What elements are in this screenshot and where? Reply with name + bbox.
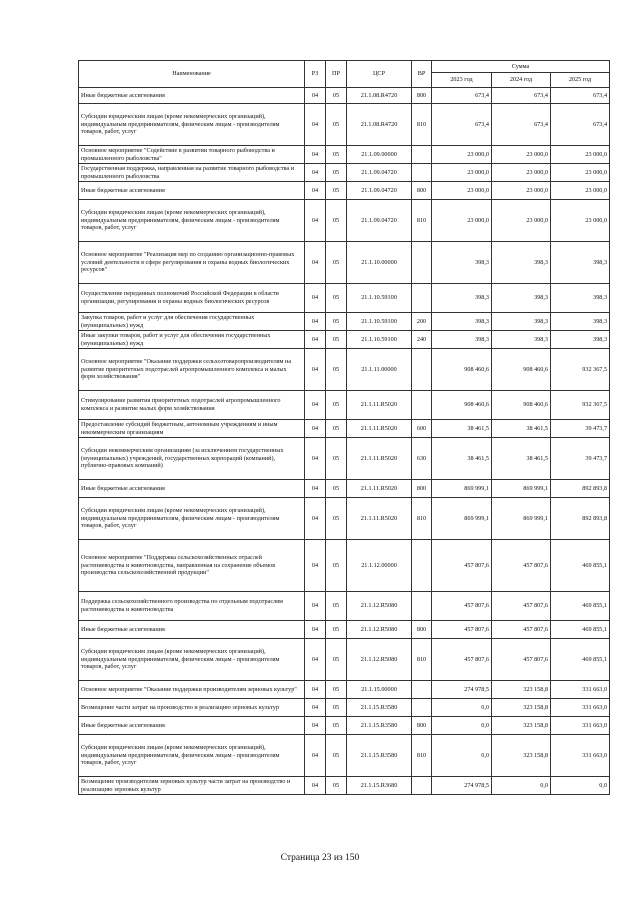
- row-value-2025: 23 000,0: [551, 146, 610, 164]
- row-value-2025: 39 473,7: [551, 420, 610, 438]
- row-rz: 04: [305, 438, 326, 480]
- row-value-2025: 398,3: [551, 284, 610, 313]
- row-rz: 04: [305, 146, 326, 164]
- row-value-2023: 38 461,5: [432, 420, 492, 438]
- row-pr: 05: [326, 164, 347, 182]
- row-vr: [412, 391, 432, 420]
- header-row-top: [79, 61, 610, 73]
- row-rz: 04: [305, 621, 326, 639]
- row-csr: 21.1.15.R3580: [347, 717, 412, 735]
- row-vr: 200: [412, 313, 432, 331]
- row-pr: 05: [326, 717, 347, 735]
- row-csr: 21.1.11.00000: [347, 349, 412, 391]
- row-name: Стимулирование развития приоритетных подотраслей агропромышленного комплекса и развитие малых форм хозяйствования: [79, 391, 305, 420]
- row-name: Основное мероприятие "Реализация мер по созданию организационно-правовых условий деятельности в сфере регулирования и охраны водных биологических ресурсов": [79, 242, 305, 284]
- row-value-2025: 469 855,1: [551, 592, 610, 621]
- row-vr: [412, 349, 432, 391]
- row-vr: [412, 284, 432, 313]
- row-vr: [412, 540, 432, 592]
- row-pr: 05: [326, 200, 347, 242]
- table-row: [79, 592, 610, 621]
- row-vr: [412, 146, 432, 164]
- row-value-2025: 331 663,0: [551, 681, 610, 699]
- row-name: Иные бюджетные ассигнования: [79, 621, 305, 639]
- row-name: Возмещение производителям зерновых культур части затрат на производство и реализацию зерновых культур: [79, 777, 305, 795]
- row-pr: 05: [326, 349, 347, 391]
- row-csr: 21.1.09.04720: [347, 200, 412, 242]
- row-value-2025: 932 367,5: [551, 391, 610, 420]
- row-value-2025: 469 855,1: [551, 639, 610, 681]
- row-pr: 05: [326, 699, 347, 717]
- row-vr: 800: [412, 88, 432, 104]
- row-rz: 04: [305, 717, 326, 735]
- row-value-2023: 673,4: [432, 88, 492, 104]
- table-row: [79, 480, 610, 498]
- row-value-2025: 398,3: [551, 313, 610, 331]
- row-csr: 21.1.12.R5080: [347, 592, 412, 621]
- row-value-2023: 23 000,0: [432, 200, 492, 242]
- table-row: [79, 717, 610, 735]
- row-vr: 800: [412, 480, 432, 498]
- row-name: Иные бюджетные ассигнования: [79, 480, 305, 498]
- row-value-2024: 869 999,1: [492, 480, 551, 498]
- header-year-2024: 2024 год: [492, 73, 551, 88]
- row-pr: 05: [326, 592, 347, 621]
- row-value-2025: 469 855,1: [551, 621, 610, 639]
- row-csr: 21.1.11.R5020: [347, 480, 412, 498]
- row-name: Субсидии юридическим лицам (кроме некоммерческих организаций), индивидуальным предпринимателям, физическим лицам - производителям товаров, работ, услуг: [79, 104, 305, 146]
- row-pr: 05: [326, 735, 347, 777]
- row-name: Субсидии юридическим лицам (кроме некоммерческих организаций), индивидуальным предпринимателям, физическим лицам - производителям товаров, работ, услуг: [79, 200, 305, 242]
- row-value-2025: 23 000,0: [551, 164, 610, 182]
- row-name: Иные закупки товаров, работ и услуг для обеспечения государственных (муниципальных) нужд: [79, 331, 305, 349]
- table-row: [79, 146, 610, 164]
- row-name: Основное мероприятие "Поддержка сельскохозяйственных отраслей растениеводства и животноводства, направленная на сохранение объемов производства сельскохозяйственной продукции": [79, 540, 305, 592]
- row-rz: 04: [305, 639, 326, 681]
- header-rz: РЗ: [305, 61, 326, 88]
- header-name: Наименование: [79, 61, 305, 88]
- row-value-2024: 38 461,5: [492, 438, 551, 480]
- row-value-2025: 23 000,0: [551, 200, 610, 242]
- row-csr: 21.1.09.04720: [347, 182, 412, 200]
- row-value-2023: 23 000,0: [432, 182, 492, 200]
- row-rz: 04: [305, 540, 326, 592]
- row-value-2023: 673,4: [432, 104, 492, 146]
- header-csr: ЦСР: [347, 61, 412, 88]
- row-pr: 05: [326, 777, 347, 795]
- row-value-2025: 673,4: [551, 88, 610, 104]
- row-csr: 21.1.10.59100: [347, 313, 412, 331]
- row-csr: 21.1.15.00000: [347, 681, 412, 699]
- row-value-2025: 892 893,8: [551, 480, 610, 498]
- row-value-2025: 469 855,1: [551, 540, 610, 592]
- row-value-2025: 39 473,7: [551, 438, 610, 480]
- row-rz: 04: [305, 391, 326, 420]
- row-csr: 21.1.11.R5020: [347, 420, 412, 438]
- row-value-2025: 673,4: [551, 104, 610, 146]
- row-value-2024: 908 460,6: [492, 349, 551, 391]
- row-name: Субсидии юридическим лицам (кроме некоммерческих организаций), индивидуальным предпринимателям, физическим лицам - производителям товаров, работ, услуг: [79, 498, 305, 540]
- row-value-2024: 869 999,1: [492, 498, 551, 540]
- row-value-2023: 0,0: [432, 735, 492, 777]
- row-value-2024: 23 000,0: [492, 182, 551, 200]
- row-vr: 600: [412, 420, 432, 438]
- table-row: [79, 639, 610, 681]
- row-value-2024: 23 000,0: [492, 164, 551, 182]
- row-value-2023: 0,0: [432, 699, 492, 717]
- row-pr: 05: [326, 182, 347, 200]
- row-vr: [412, 592, 432, 621]
- row-pr: 05: [326, 88, 347, 104]
- row-value-2023: 457 807,6: [432, 592, 492, 621]
- row-value-2024: 23 000,0: [492, 200, 551, 242]
- row-value-2024: 323 158,8: [492, 681, 551, 699]
- table-row: [79, 88, 610, 104]
- row-rz: 04: [305, 420, 326, 438]
- row-pr: 05: [326, 313, 347, 331]
- row-pr: 05: [326, 331, 347, 349]
- row-value-2023: 0,0: [432, 717, 492, 735]
- header-year-2023: 2023 год: [432, 73, 492, 88]
- row-csr: 21.1.15.R3580: [347, 735, 412, 777]
- row-value-2024: 398,3: [492, 313, 551, 331]
- row-value-2025: 331 663,0: [551, 717, 610, 735]
- table-body: [79, 88, 610, 795]
- row-name: Иные бюджетные ассигнования: [79, 717, 305, 735]
- row-value-2024: 323 158,8: [492, 717, 551, 735]
- row-pr: 05: [326, 420, 347, 438]
- table-row: [79, 777, 610, 795]
- row-name: Субсидии некоммерческим организациям (за исключением государственных (муниципальных) учреждений, государственных корпораций (компаний), публично-правовых компаний): [79, 438, 305, 480]
- table-row: [79, 699, 610, 717]
- row-value-2024: 673,4: [492, 104, 551, 146]
- row-csr: 21.1.09.04720: [347, 164, 412, 182]
- table-row: [79, 735, 610, 777]
- row-value-2023: 23 000,0: [432, 164, 492, 182]
- row-vr: 810: [412, 498, 432, 540]
- row-name: Основное мероприятие "Содействие в развитии товарного рыбоводства и промышленного рыболовства": [79, 146, 305, 164]
- row-value-2023: 398,3: [432, 284, 492, 313]
- row-value-2024: 398,3: [492, 284, 551, 313]
- row-value-2024: 908 460,6: [492, 391, 551, 420]
- row-value-2025: 331 663,0: [551, 699, 610, 717]
- row-vr: 800: [412, 621, 432, 639]
- row-value-2023: 908 460,6: [432, 349, 492, 391]
- row-csr: 21.1.10.59100: [347, 331, 412, 349]
- row-pr: 05: [326, 284, 347, 313]
- row-rz: 04: [305, 200, 326, 242]
- row-csr: 21.1.12.R5080: [347, 639, 412, 681]
- row-name: Государственная поддержка, направленная на развитие товарного рыбоводства и промышленного рыболовства: [79, 164, 305, 182]
- row-rz: 04: [305, 498, 326, 540]
- row-value-2024: 38 461,5: [492, 420, 551, 438]
- row-vr: [412, 681, 432, 699]
- row-name: Иные бюджетные ассигнования: [79, 182, 305, 200]
- table-row: [79, 242, 610, 284]
- row-value-2025: 0,0: [551, 777, 610, 795]
- row-pr: 05: [326, 621, 347, 639]
- row-pr: 05: [326, 639, 347, 681]
- row-vr: [412, 242, 432, 284]
- row-csr: 21.1.11.R5020: [347, 498, 412, 540]
- table-row: [79, 391, 610, 420]
- row-value-2024: 457 807,6: [492, 621, 551, 639]
- row-value-2024: 457 807,6: [492, 540, 551, 592]
- row-rz: 04: [305, 735, 326, 777]
- row-value-2023: 274 978,5: [432, 681, 492, 699]
- row-value-2023: 869 999,1: [432, 498, 492, 540]
- row-name: Субсидии юридическим лицам (кроме некоммерческих организаций), индивидуальным предпринимателям, физическим лицам - производителям товаров, работ, услуг: [79, 735, 305, 777]
- row-name: Поддержка сельскохозяйственного производства по отдельным подотраслям растениеводства и животноводства: [79, 592, 305, 621]
- row-csr: 21.1.12.00000: [347, 540, 412, 592]
- row-pr: 05: [326, 242, 347, 284]
- header-year-2025: 2025 год: [551, 73, 610, 88]
- row-value-2023: 398,3: [432, 331, 492, 349]
- row-vr: 800: [412, 182, 432, 200]
- row-value-2023: 23 000,0: [432, 146, 492, 164]
- row-value-2023: 398,3: [432, 242, 492, 284]
- row-name: Субсидии юридическим лицам (кроме некоммерческих организаций), индивидуальным предпринимателям, физическим лицам - производителям товаров, работ, услуг: [79, 639, 305, 681]
- row-name: Основное мероприятие "Оказание поддержки сельхозтоваропроизводителям на развитие приоритетных подотраслей агропромышленного комплекса и малых форм хозяйствования": [79, 349, 305, 391]
- row-value-2023: 274 978,5: [432, 777, 492, 795]
- row-vr: 810: [412, 200, 432, 242]
- row-value-2025: 23 000,0: [551, 182, 610, 200]
- header-vr: ВР: [412, 61, 432, 88]
- table-row: [79, 331, 610, 349]
- row-value-2024: 673,4: [492, 88, 551, 104]
- row-value-2025: 398,3: [551, 331, 610, 349]
- row-value-2023: 38 461,5: [432, 438, 492, 480]
- row-rz: 04: [305, 182, 326, 200]
- row-vr: 240: [412, 331, 432, 349]
- row-pr: 05: [326, 480, 347, 498]
- row-csr: 21.1.12.R5080: [347, 621, 412, 639]
- row-rz: 04: [305, 480, 326, 498]
- row-name: Основное мероприятие "Оказание поддержки производителям зерновых культур": [79, 681, 305, 699]
- row-name: Предоставление субсидий бюджетным, автономным учреждениям и иным некоммерческим организациям: [79, 420, 305, 438]
- row-value-2023: 457 807,6: [432, 540, 492, 592]
- table-row: [79, 313, 610, 331]
- row-name: Осуществление переданных полномочий Российской Федерации в области организации, регулирования и охраны водных биологических ресурсов: [79, 284, 305, 313]
- row-csr: 21.1.08.R4720: [347, 88, 412, 104]
- row-rz: 04: [305, 349, 326, 391]
- row-value-2025: 398,3: [551, 242, 610, 284]
- table-row: [79, 420, 610, 438]
- row-vr: 810: [412, 639, 432, 681]
- budget-table: [78, 60, 610, 795]
- row-rz: 04: [305, 777, 326, 795]
- row-csr: 21.1.11.R5020: [347, 391, 412, 420]
- row-pr: 05: [326, 146, 347, 164]
- table-row: [79, 164, 610, 182]
- table-row: [79, 284, 610, 313]
- row-rz: 04: [305, 242, 326, 284]
- row-vr: [412, 777, 432, 795]
- page-number: Страница 23 из 150: [280, 853, 360, 863]
- row-name: Закупка товаров, работ и услуг для обеспечения государственных (муниципальных) нужд: [79, 313, 305, 331]
- table-row: [79, 621, 610, 639]
- row-rz: 04: [305, 284, 326, 313]
- row-vr: 800: [412, 717, 432, 735]
- row-name: Возмещение части затрат на производство и реализацию зерновых культур: [79, 699, 305, 717]
- row-value-2025: 331 663,0: [551, 735, 610, 777]
- row-value-2024: 323 158,8: [492, 735, 551, 777]
- row-vr: 810: [412, 104, 432, 146]
- header-sums: Сумма: [432, 61, 610, 73]
- table-row: [79, 498, 610, 540]
- row-value-2024: 23 000,0: [492, 146, 551, 164]
- row-value-2025: 932 367,5: [551, 349, 610, 391]
- table-row: [79, 349, 610, 391]
- row-rz: 04: [305, 104, 326, 146]
- row-csr: 21.1.10.00000: [347, 242, 412, 284]
- row-pr: 05: [326, 540, 347, 592]
- row-pr: 05: [326, 498, 347, 540]
- header-pr: ПР: [326, 61, 347, 88]
- table-row: [79, 182, 610, 200]
- row-rz: 04: [305, 681, 326, 699]
- row-pr: 05: [326, 438, 347, 480]
- row-value-2023: 908 460,6: [432, 391, 492, 420]
- row-value-2023: 457 807,6: [432, 639, 492, 681]
- row-vr: [412, 164, 432, 182]
- row-pr: 05: [326, 681, 347, 699]
- table-row: [79, 104, 610, 146]
- row-csr: 21.1.11.R5020: [347, 438, 412, 480]
- table-row: [79, 540, 610, 592]
- row-value-2023: 869 999,1: [432, 480, 492, 498]
- row-value-2024: 398,3: [492, 331, 551, 349]
- row-csr: 21.1.09.00000: [347, 146, 412, 164]
- row-vr: 810: [412, 735, 432, 777]
- row-rz: 04: [305, 592, 326, 621]
- row-csr: 21.1.15.R3580: [347, 699, 412, 717]
- row-name: Иные бюджетные ассигнования: [79, 88, 305, 104]
- row-value-2024: 457 807,6: [492, 639, 551, 681]
- row-rz: 04: [305, 88, 326, 104]
- row-value-2024: 398,3: [492, 242, 551, 284]
- row-rz: 04: [305, 331, 326, 349]
- row-value-2023: 457 807,6: [432, 621, 492, 639]
- row-csr: 21.1.15.R3680: [347, 777, 412, 795]
- row-vr: [412, 699, 432, 717]
- row-vr: 630: [412, 438, 432, 480]
- row-csr: 21.1.10.59100: [347, 284, 412, 313]
- row-value-2024: 457 807,6: [492, 592, 551, 621]
- row-pr: 05: [326, 391, 347, 420]
- row-rz: 04: [305, 313, 326, 331]
- row-pr: 05: [326, 104, 347, 146]
- row-rz: 04: [305, 164, 326, 182]
- row-csr: 21.1.08.R4720: [347, 104, 412, 146]
- table-row: [79, 438, 610, 480]
- table-row: [79, 681, 610, 699]
- row-rz: 04: [305, 699, 326, 717]
- row-value-2024: 0,0: [492, 777, 551, 795]
- row-value-2025: 892 893,8: [551, 498, 610, 540]
- row-value-2023: 398,3: [432, 313, 492, 331]
- table-row: [79, 200, 610, 242]
- row-value-2024: 323 158,8: [492, 699, 551, 717]
